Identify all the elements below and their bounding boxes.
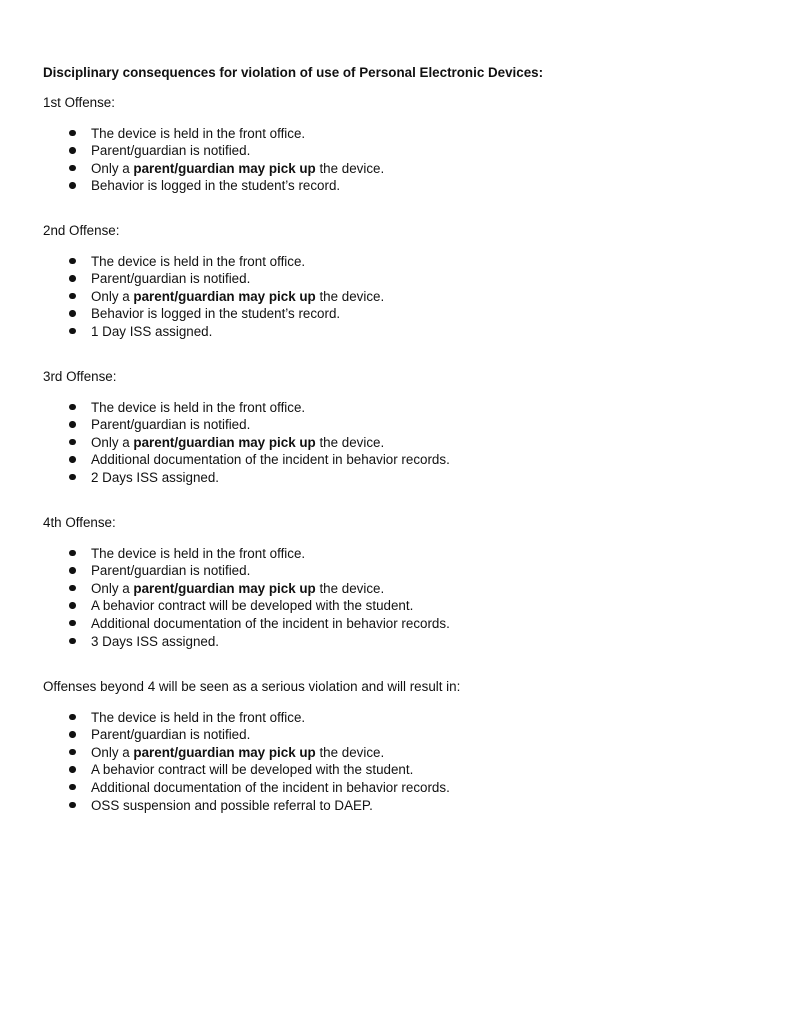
list-item (43, 270, 763, 288)
item-text-pre: Only a (91, 744, 134, 760)
bullet-icon (69, 749, 76, 756)
list-item (43, 125, 763, 143)
list-item (43, 469, 763, 487)
list-item (43, 761, 763, 779)
list-item (43, 615, 763, 633)
item-text-pre: Only a (91, 160, 134, 176)
consequence-list (43, 125, 763, 195)
item-text: The device is held in the front office. (91, 709, 306, 725)
item-text-post: the device. (315, 580, 385, 596)
list-item (43, 797, 763, 815)
bullet-icon (69, 585, 76, 592)
item-text: Behavior is logged in the student’s record. (91, 306, 341, 322)
item-text: Additional documentation of the incident in behavior records. (91, 615, 450, 631)
section-heading: 1st Offense: (43, 95, 115, 110)
section-heading: 4th Offense: (43, 515, 116, 530)
item-text: The device is held in the front office. (91, 125, 306, 141)
item-text: 2 Days ISS assigned. (91, 469, 220, 485)
item-text: Parent/guardian is notified. (91, 563, 251, 579)
bullet-icon (69, 293, 76, 300)
consequence-list (43, 545, 763, 651)
bullet-icon (69, 456, 76, 463)
list-item (43, 779, 763, 797)
item-text: The device is held in the front office. (91, 399, 306, 415)
bullet-icon (69, 182, 76, 189)
section-heading: 2nd Offense: (43, 223, 120, 238)
item-text: 1 Day ISS assigned. (91, 323, 213, 339)
consequence-list (43, 253, 763, 341)
item-text: 3 Days ISS assigned. (91, 633, 220, 649)
bullet-icon (69, 147, 76, 154)
list-item (43, 416, 763, 434)
bullet-icon (69, 784, 76, 791)
item-text: Behavior is logged in the student’s record. (91, 178, 341, 194)
item-text-bold: parent/guardian may pick up (133, 580, 316, 596)
list-item (43, 580, 763, 598)
bullet-icon (69, 165, 76, 172)
bullet-icon (69, 258, 76, 265)
bullet-icon (69, 550, 76, 557)
list-item (43, 399, 763, 417)
bullet-icon (69, 404, 76, 411)
list-item (43, 709, 763, 727)
bullet-icon (69, 638, 76, 645)
section-3rd-offense (43, 368, 763, 487)
list-item (43, 726, 763, 744)
item-text-post: the device. (315, 434, 385, 450)
list-item (43, 434, 763, 452)
item-text: Parent/guardian is notified. (91, 417, 251, 433)
item-text-post: the device. (315, 288, 385, 304)
item-text-post: the device. (315, 744, 385, 760)
item-text-bold: parent/guardian may pick up (133, 744, 316, 760)
list-item (43, 323, 763, 341)
list-item (43, 451, 763, 469)
bullet-icon (69, 474, 76, 481)
list-item (43, 288, 763, 306)
list-item (43, 142, 763, 160)
bullet-icon (69, 130, 76, 137)
list-item (43, 160, 763, 178)
list-item (43, 253, 763, 271)
item-text: Parent/guardian is notified. (91, 143, 251, 159)
section-heading: 3rd Offense: (43, 369, 117, 384)
item-text: Additional documentation of the incident in behavior records. (91, 452, 450, 468)
item-text-bold: parent/guardian may pick up (133, 160, 316, 176)
item-text: A behavior contract will be developed with the student. (91, 762, 414, 778)
item-text-post: the device. (315, 160, 385, 176)
section-heading: Offenses beyond 4 will be seen as a serious violation and will result in: (43, 679, 461, 694)
item-text-bold: parent/guardian may pick up (133, 434, 316, 450)
item-text-pre: Only a (91, 580, 134, 596)
item-text-pre: Only a (91, 434, 134, 450)
list-item (43, 545, 763, 563)
bullet-icon (69, 714, 76, 721)
bullet-icon (69, 620, 76, 627)
bullet-icon (69, 328, 76, 335)
section-beyond-4-offenses (43, 678, 763, 814)
bullet-icon (69, 602, 76, 609)
list-item (43, 305, 763, 323)
section-4th-offense (43, 514, 763, 650)
consequence-list (43, 399, 763, 487)
bullet-icon (69, 275, 76, 282)
item-text-pre: Only a (91, 288, 134, 304)
list-item (43, 744, 763, 762)
item-text: The device is held in the front office. (91, 545, 306, 561)
bullet-icon (69, 567, 76, 574)
bullet-icon (69, 731, 76, 738)
item-text: Parent/guardian is notified. (91, 727, 251, 743)
bullet-icon (69, 439, 76, 446)
list-item (43, 177, 763, 195)
bullet-icon (69, 421, 76, 428)
item-text: The device is held in the front office. (91, 253, 306, 269)
bullet-icon (69, 310, 76, 317)
section-1st-offense (43, 94, 763, 195)
list-item (43, 633, 763, 651)
item-text-bold: parent/guardian may pick up (133, 288, 316, 304)
item-text: Additional documentation of the incident in behavior records. (91, 779, 450, 795)
item-text: Parent/guardian is notified. (91, 271, 251, 287)
item-text: OSS suspension and possible referral to DAEP. (91, 797, 373, 813)
item-text: A behavior contract will be developed with the student. (91, 598, 414, 614)
consequence-list (43, 709, 763, 815)
section-2nd-offense (43, 222, 763, 341)
bullet-icon (69, 766, 76, 773)
document-title: Disciplinary consequences for violation of use of Personal Electronic Devices: (43, 65, 544, 80)
list-item (43, 562, 763, 580)
list-item (43, 597, 763, 615)
bullet-icon (69, 802, 76, 809)
